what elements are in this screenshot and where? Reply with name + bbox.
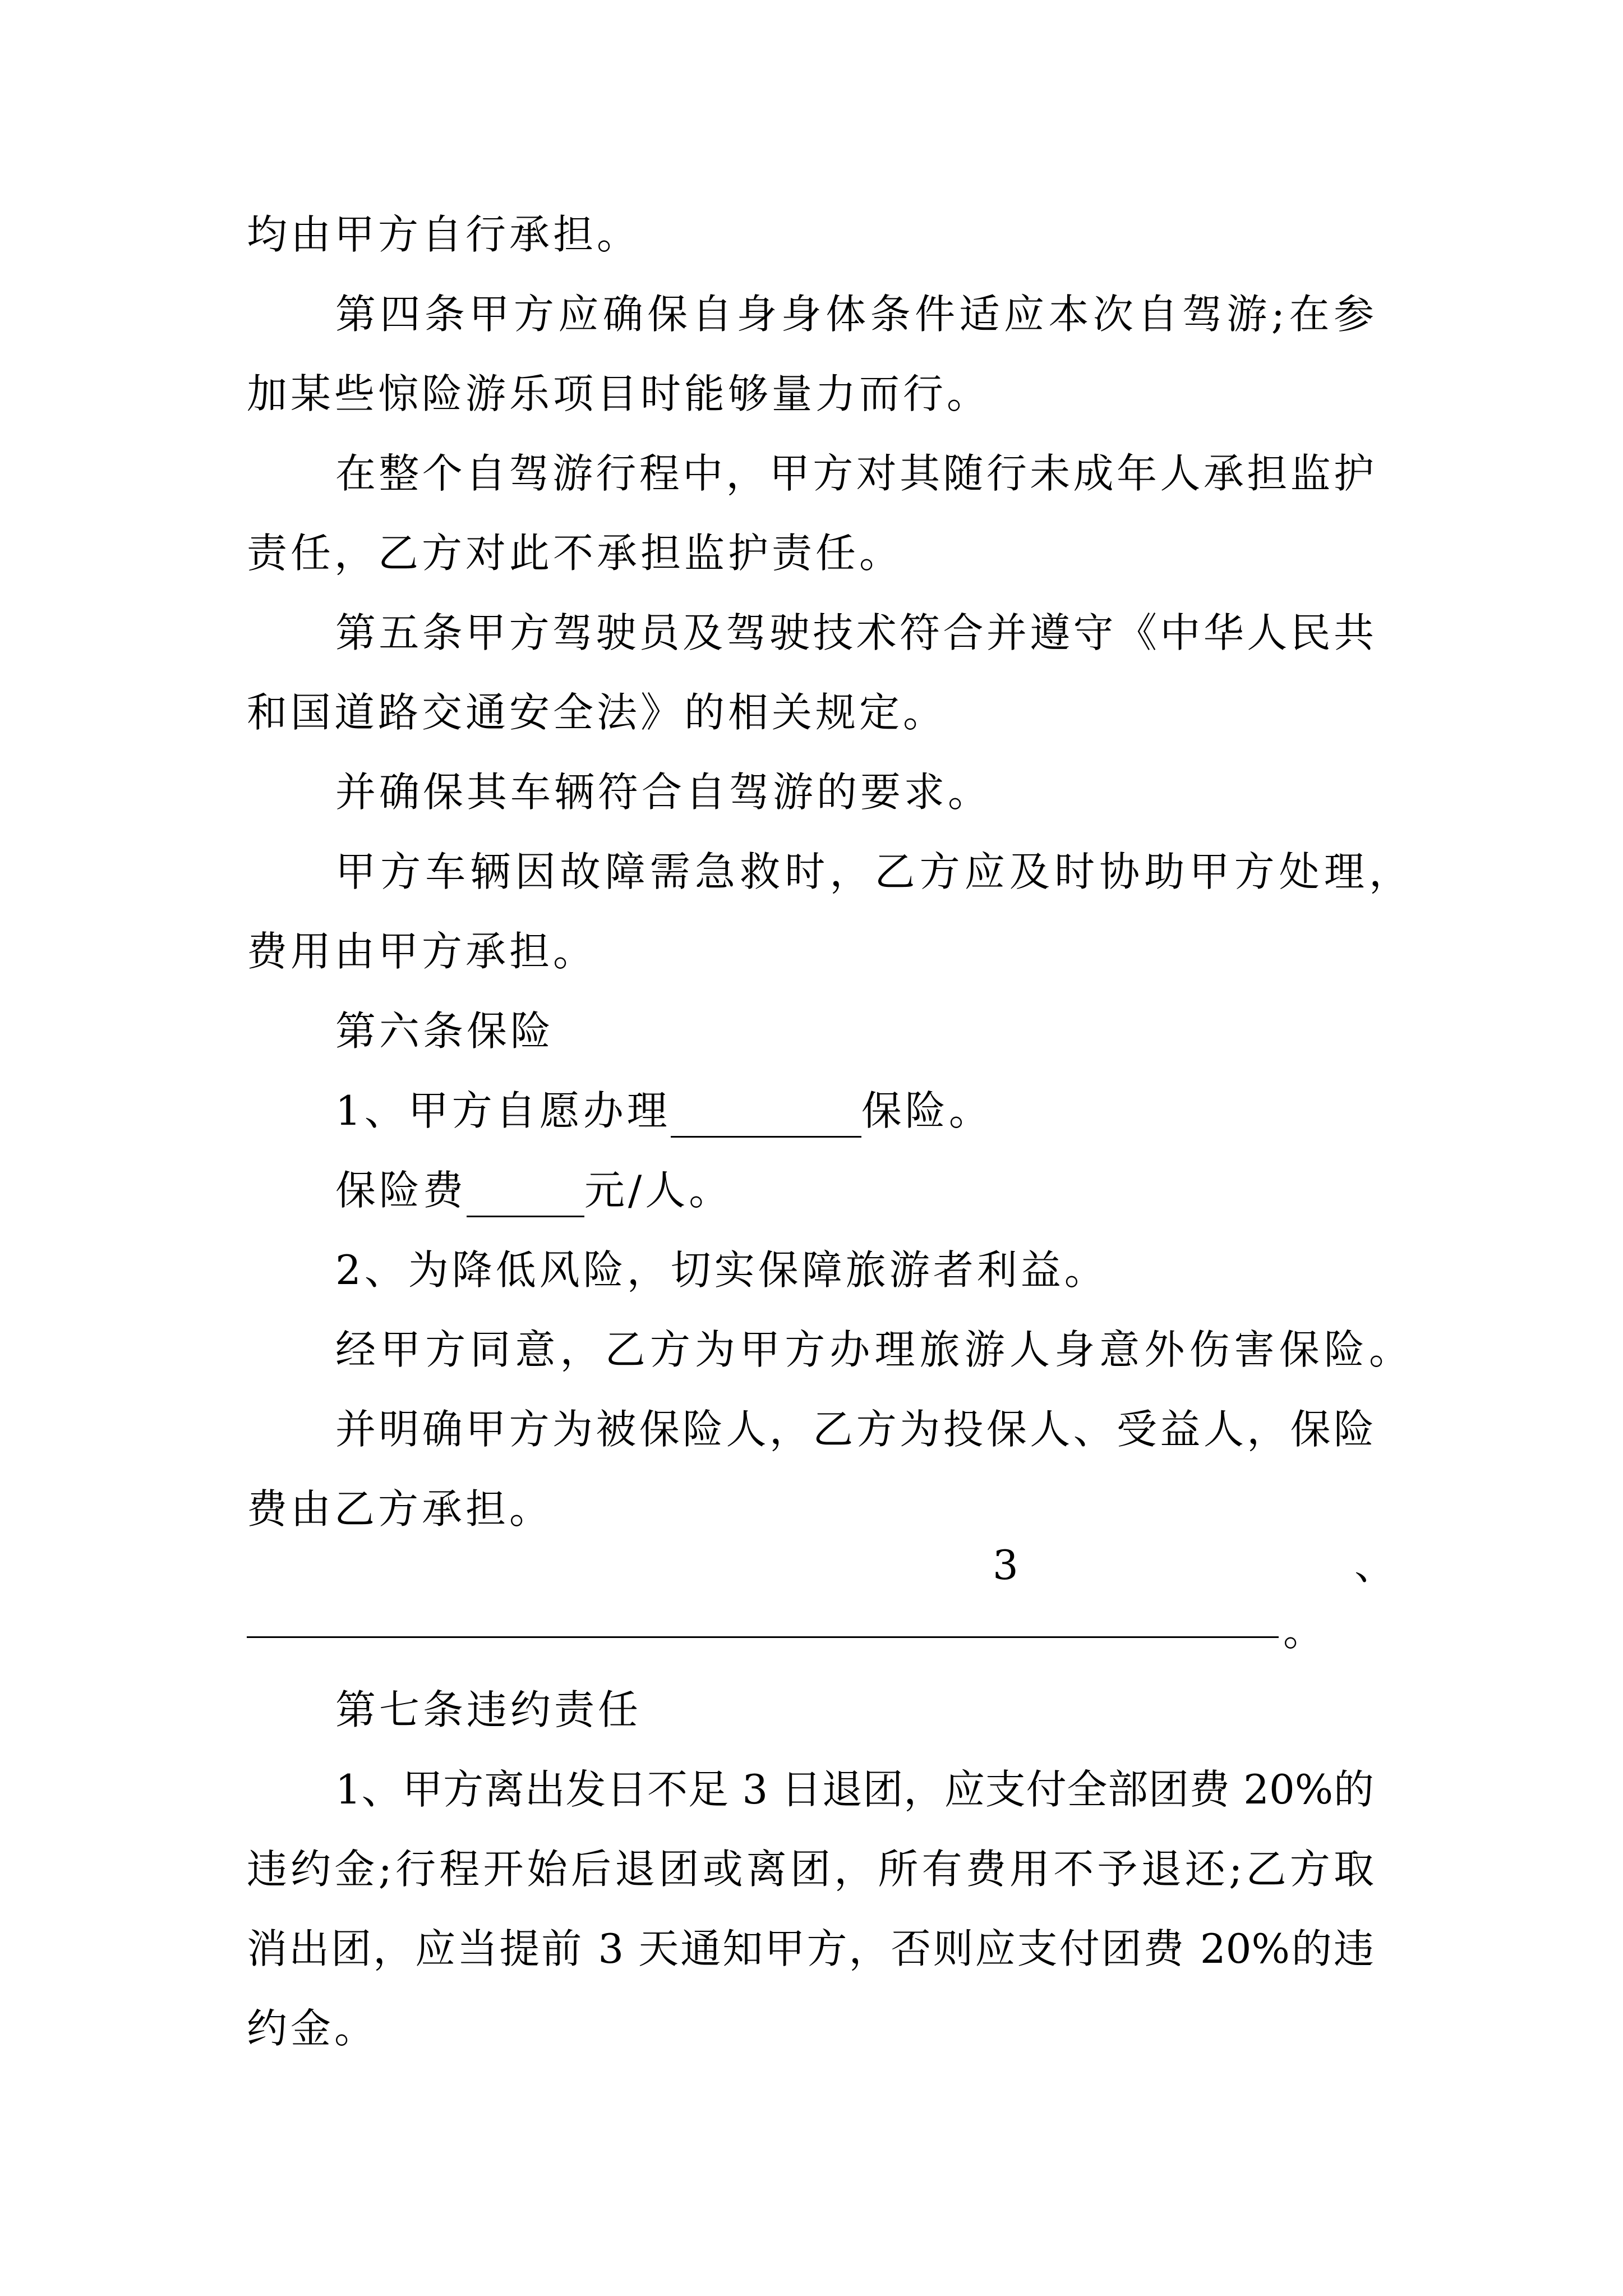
vehicle-requirement-line: 并确保其车辆符合自驾游的要求。	[335, 769, 992, 816]
insurance-fee-line	[335, 1163, 732, 1217]
paragraph-line: 均由甲方自行承担。	[247, 211, 641, 258]
item-3-pause-mark: 、	[1354, 1542, 1395, 1589]
beneficiary-line-2: 费由乙方承担。	[247, 1485, 554, 1533]
insurance-item-1-suffix: 保险。	[861, 1087, 993, 1134]
article-6-heading: 第六条保险	[335, 1007, 555, 1055]
breach-line-3: 消出团，应当提前 3 天通知甲方，否则应支付团费 20%的违	[247, 1925, 1374, 1972]
breach-line-2: 违约金;行程开始后退团或离团，所有费用不予退还;乙方取	[247, 1846, 1374, 1893]
article-4-line-2: 加某些惊险游乐项目时能够量力而行。	[247, 370, 991, 417]
insurance-item-2: 2、为降低风险，切实保障旅游者利益。	[335, 1246, 1108, 1294]
insurance-fee-suffix: 元/人。	[584, 1167, 733, 1214]
article-7-heading: 第七条违约责任	[335, 1686, 642, 1733]
insurance-fee-prefix: 保险费	[335, 1167, 467, 1214]
article-5-line-1: 第五条甲方驾驶员及驾驶技术符合并遵守《中华人民共	[335, 609, 1374, 656]
guardian-line-1: 在整个自驾游行程中，甲方对其随行未成年人承担监护	[335, 450, 1374, 497]
breach-line-1: 1、甲方离出发日不足 3 日退团，应支付全部团费 20%的	[335, 1766, 1374, 1813]
insurance-item-1-prefix: 1、甲方自愿办理	[335, 1087, 671, 1134]
breakdown-line-1: 甲方车辆因故障需急救时，乙方应及时协助甲方处理，	[335, 848, 1409, 895]
breach-line-4: 约金。	[247, 2005, 379, 2052]
accident-insurance-line: 经甲方同意，乙方为甲方办理旅游人身意外伤害保险。	[335, 1326, 1409, 1373]
insurance-fee-blank	[467, 1176, 584, 1217]
breakdown-line-2: 费用由甲方承担。	[247, 928, 597, 975]
article-5-line-2: 和国道路交通安全法》的相关规定。	[247, 689, 947, 736]
insurance-type-blank	[671, 1097, 861, 1138]
item-3-number: 3	[993, 1542, 1018, 1589]
beneficiary-line-1: 并明确甲方为被保险人，乙方为投保人、受益人，保险	[335, 1406, 1374, 1453]
item-3-blank-rule	[247, 1636, 1279, 1638]
article-4-line-1: 第四条甲方应确保自身身体条件适应本次自驾游;在参	[335, 291, 1374, 338]
guardian-line-2: 责任，乙方对此不承担监护责任。	[247, 530, 903, 577]
item-3-end-mark: 。	[1283, 1608, 1324, 1655]
insurance-item-1	[335, 1084, 993, 1138]
